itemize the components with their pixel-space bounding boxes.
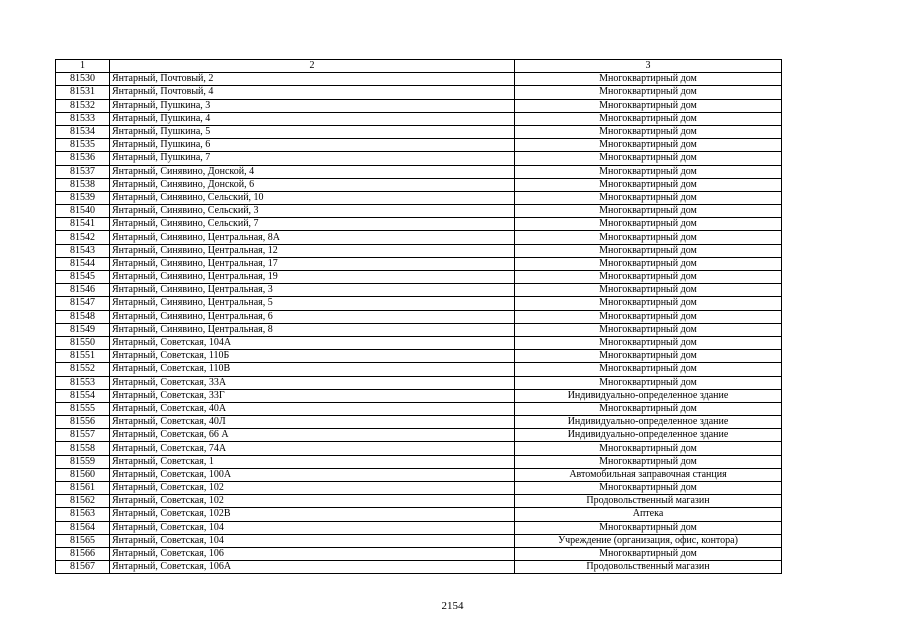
table-row xyxy=(56,125,782,138)
row-type: Индивидуально-определенное здание xyxy=(515,416,782,429)
table-row xyxy=(56,442,782,455)
row-address: Янтарный, Синявино, Сельский, 10 xyxy=(110,191,515,204)
row-address: Янтарный, Синявино, Центральная, 3 xyxy=(110,284,515,297)
row-number: 81541 xyxy=(56,218,110,231)
row-number: 81566 xyxy=(56,547,110,560)
table-row xyxy=(56,191,782,204)
row-number: 81550 xyxy=(56,336,110,349)
row-address: Янтарный, Пушкина, 6 xyxy=(110,139,515,152)
table-row xyxy=(56,336,782,349)
row-type: Многоквартирный дом xyxy=(515,152,782,165)
row-type: Многоквартирный дом xyxy=(515,376,782,389)
table-row xyxy=(56,402,782,415)
row-address: Янтарный, Советская, 100А xyxy=(110,468,515,481)
row-type: Многоквартирный дом xyxy=(515,336,782,349)
table-row xyxy=(56,112,782,125)
row-address: Янтарный, Советская, 33А xyxy=(110,376,515,389)
row-type: Автомобильная заправочная станция xyxy=(515,468,782,481)
row-number: 81547 xyxy=(56,297,110,310)
row-address: Янтарный, Синявино, Центральная, 5 xyxy=(110,297,515,310)
row-type: Многоквартирный дом xyxy=(515,139,782,152)
document-table-body xyxy=(56,60,782,574)
row-address: Янтарный, Советская, 104 xyxy=(110,521,515,534)
row-number: 81554 xyxy=(56,389,110,402)
row-address: Янтарный, Советская, 74А xyxy=(110,442,515,455)
row-number: 81558 xyxy=(56,442,110,455)
row-type: Многоквартирный дом xyxy=(515,284,782,297)
row-number: 81539 xyxy=(56,191,110,204)
header-cell-address: 2 xyxy=(110,60,515,73)
row-type: Многоквартирный дом xyxy=(515,86,782,99)
row-number: 81555 xyxy=(56,402,110,415)
table-row xyxy=(56,468,782,481)
row-address: Янтарный, Синявино, Донской, 4 xyxy=(110,165,515,178)
row-number: 81564 xyxy=(56,521,110,534)
row-address: Янтарный, Советская, 1 xyxy=(110,455,515,468)
row-number: 81556 xyxy=(56,416,110,429)
table-row xyxy=(56,310,782,323)
row-address: Янтарный, Советская, 102 xyxy=(110,482,515,495)
row-type: Многоквартирный дом xyxy=(515,455,782,468)
table-row xyxy=(56,73,782,86)
table-row xyxy=(56,284,782,297)
table-row xyxy=(56,363,782,376)
row-address: Янтарный, Синявино, Сельский, 3 xyxy=(110,205,515,218)
row-address: Янтарный, Советская, 110Б xyxy=(110,350,515,363)
header-cell-type: 3 xyxy=(515,60,782,73)
row-address: Янтарный, Советская, 40Л xyxy=(110,416,515,429)
page-number: 2154 xyxy=(441,600,464,612)
row-type: Многоквартирный дом xyxy=(515,125,782,138)
row-number: 81549 xyxy=(56,323,110,336)
row-type: Продовольственный магазин xyxy=(515,561,782,574)
table-row xyxy=(56,482,782,495)
row-address: Янтарный, Советская, 102 xyxy=(110,495,515,508)
row-address: Янтарный, Синявино, Центральная, 8 xyxy=(110,323,515,336)
row-type: Многоквартирный дом xyxy=(515,363,782,376)
row-type: Учреждение (организация, офис, контора) xyxy=(515,534,782,547)
row-number: 81546 xyxy=(56,284,110,297)
row-number: 81544 xyxy=(56,257,110,270)
row-type: Многоквартирный дом xyxy=(515,521,782,534)
row-number: 81535 xyxy=(56,139,110,152)
row-type: Многоквартирный дом xyxy=(515,271,782,284)
row-address: Янтарный, Синявино, Центральная, 17 xyxy=(110,257,515,270)
row-address: Янтарный, Синявино, Центральная, 12 xyxy=(110,244,515,257)
table-row xyxy=(56,271,782,284)
row-number: 81532 xyxy=(56,99,110,112)
row-type: Аптека xyxy=(515,508,782,521)
row-number: 81548 xyxy=(56,310,110,323)
row-number: 81563 xyxy=(56,508,110,521)
row-type: Индивидуально-определенное здание xyxy=(515,389,782,402)
row-number: 81557 xyxy=(56,429,110,442)
row-address: Янтарный, Советская, 40А xyxy=(110,402,515,415)
row-number: 81560 xyxy=(56,468,110,481)
row-address: Янтарный, Синявино, Центральная, 6 xyxy=(110,310,515,323)
row-type: Индивидуально-определенное здание xyxy=(515,429,782,442)
row-type: Многоквартирный дом xyxy=(515,323,782,336)
row-address: Янтарный, Синявино, Сельский, 7 xyxy=(110,218,515,231)
row-address: Янтарный, Советская, 33Г xyxy=(110,389,515,402)
row-number: 81543 xyxy=(56,244,110,257)
table-row xyxy=(56,508,782,521)
row-number: 81545 xyxy=(56,271,110,284)
row-type: Многоквартирный дом xyxy=(515,547,782,560)
row-type: Многоквартирный дом xyxy=(515,191,782,204)
table-row xyxy=(56,139,782,152)
row-address: Янтарный, Синявино, Донской, 6 xyxy=(110,178,515,191)
row-number: 81552 xyxy=(56,363,110,376)
row-address: Янтарный, Советская, 106А xyxy=(110,561,515,574)
table-row xyxy=(56,547,782,560)
table-row xyxy=(56,429,782,442)
table-row xyxy=(56,257,782,270)
table-row xyxy=(56,323,782,336)
row-address: Янтарный, Советская, 104 xyxy=(110,534,515,547)
row-address: Янтарный, Советская, 110В xyxy=(110,363,515,376)
row-address: Янтарный, Синявино, Центральная, 8А xyxy=(110,231,515,244)
table-row xyxy=(56,297,782,310)
table-row xyxy=(56,218,782,231)
table-row xyxy=(56,244,782,257)
row-type: Многоквартирный дом xyxy=(515,402,782,415)
table-row xyxy=(56,165,782,178)
row-number: 81534 xyxy=(56,125,110,138)
row-number: 81536 xyxy=(56,152,110,165)
row-number: 81553 xyxy=(56,376,110,389)
row-type: Многоквартирный дом xyxy=(515,231,782,244)
table-row xyxy=(56,350,782,363)
row-number: 81538 xyxy=(56,178,110,191)
row-number: 81561 xyxy=(56,482,110,495)
row-address: Янтарный, Почтовый, 4 xyxy=(110,86,515,99)
table-row xyxy=(56,534,782,547)
table-row xyxy=(56,376,782,389)
row-type: Многоквартирный дом xyxy=(515,442,782,455)
row-address: Янтарный, Пушкина, 7 xyxy=(110,152,515,165)
header-cell-number: 1 xyxy=(56,60,110,73)
row-type: Многоквартирный дом xyxy=(515,297,782,310)
row-number: 81542 xyxy=(56,231,110,244)
row-number: 81540 xyxy=(56,205,110,218)
row-type: Многоквартирный дом xyxy=(515,482,782,495)
table-row xyxy=(56,99,782,112)
row-address: Янтарный, Почтовый, 2 xyxy=(110,73,515,86)
row-type: Продовольственный магазин xyxy=(515,495,782,508)
row-number: 81530 xyxy=(56,73,110,86)
table-row xyxy=(56,455,782,468)
row-type: Многоквартирный дом xyxy=(515,205,782,218)
row-number: 81533 xyxy=(56,112,110,125)
row-address: Янтарный, Советская, 106 xyxy=(110,547,515,560)
row-type: Многоквартирный дом xyxy=(515,178,782,191)
row-address: Янтарный, Пушкина, 3 xyxy=(110,99,515,112)
table-row xyxy=(56,561,782,574)
row-address: Янтарный, Советская, 66 А xyxy=(110,429,515,442)
document-table xyxy=(55,59,782,574)
row-type: Многоквартирный дом xyxy=(515,99,782,112)
row-address: Янтарный, Советская, 102В xyxy=(110,508,515,521)
row-type: Многоквартирный дом xyxy=(515,73,782,86)
row-type: Многоквартирный дом xyxy=(515,244,782,257)
table-header-row xyxy=(56,60,782,73)
row-number: 81565 xyxy=(56,534,110,547)
table-row xyxy=(56,389,782,402)
row-number: 81551 xyxy=(56,350,110,363)
row-type: Многоквартирный дом xyxy=(515,165,782,178)
table-row xyxy=(56,152,782,165)
row-type: Многоквартирный дом xyxy=(515,257,782,270)
row-number: 81531 xyxy=(56,86,110,99)
row-number: 81559 xyxy=(56,455,110,468)
row-number: 81567 xyxy=(56,561,110,574)
table-row xyxy=(56,416,782,429)
table-row xyxy=(56,178,782,191)
row-type: Многоквартирный дом xyxy=(515,310,782,323)
row-number: 81562 xyxy=(56,495,110,508)
row-type: Многоквартирный дом xyxy=(515,218,782,231)
table-row xyxy=(56,86,782,99)
row-type: Многоквартирный дом xyxy=(515,112,782,125)
row-number: 81537 xyxy=(56,165,110,178)
table-row xyxy=(56,205,782,218)
table-row xyxy=(56,495,782,508)
row-address: Янтарный, Пушкина, 4 xyxy=(110,112,515,125)
table-row xyxy=(56,231,782,244)
row-address: Янтарный, Пушкина, 5 xyxy=(110,125,515,138)
row-address: Янтарный, Советская, 104А xyxy=(110,336,515,349)
row-type: Многоквартирный дом xyxy=(515,350,782,363)
table-row xyxy=(56,521,782,534)
row-address: Янтарный, Синявино, Центральная, 19 xyxy=(110,271,515,284)
